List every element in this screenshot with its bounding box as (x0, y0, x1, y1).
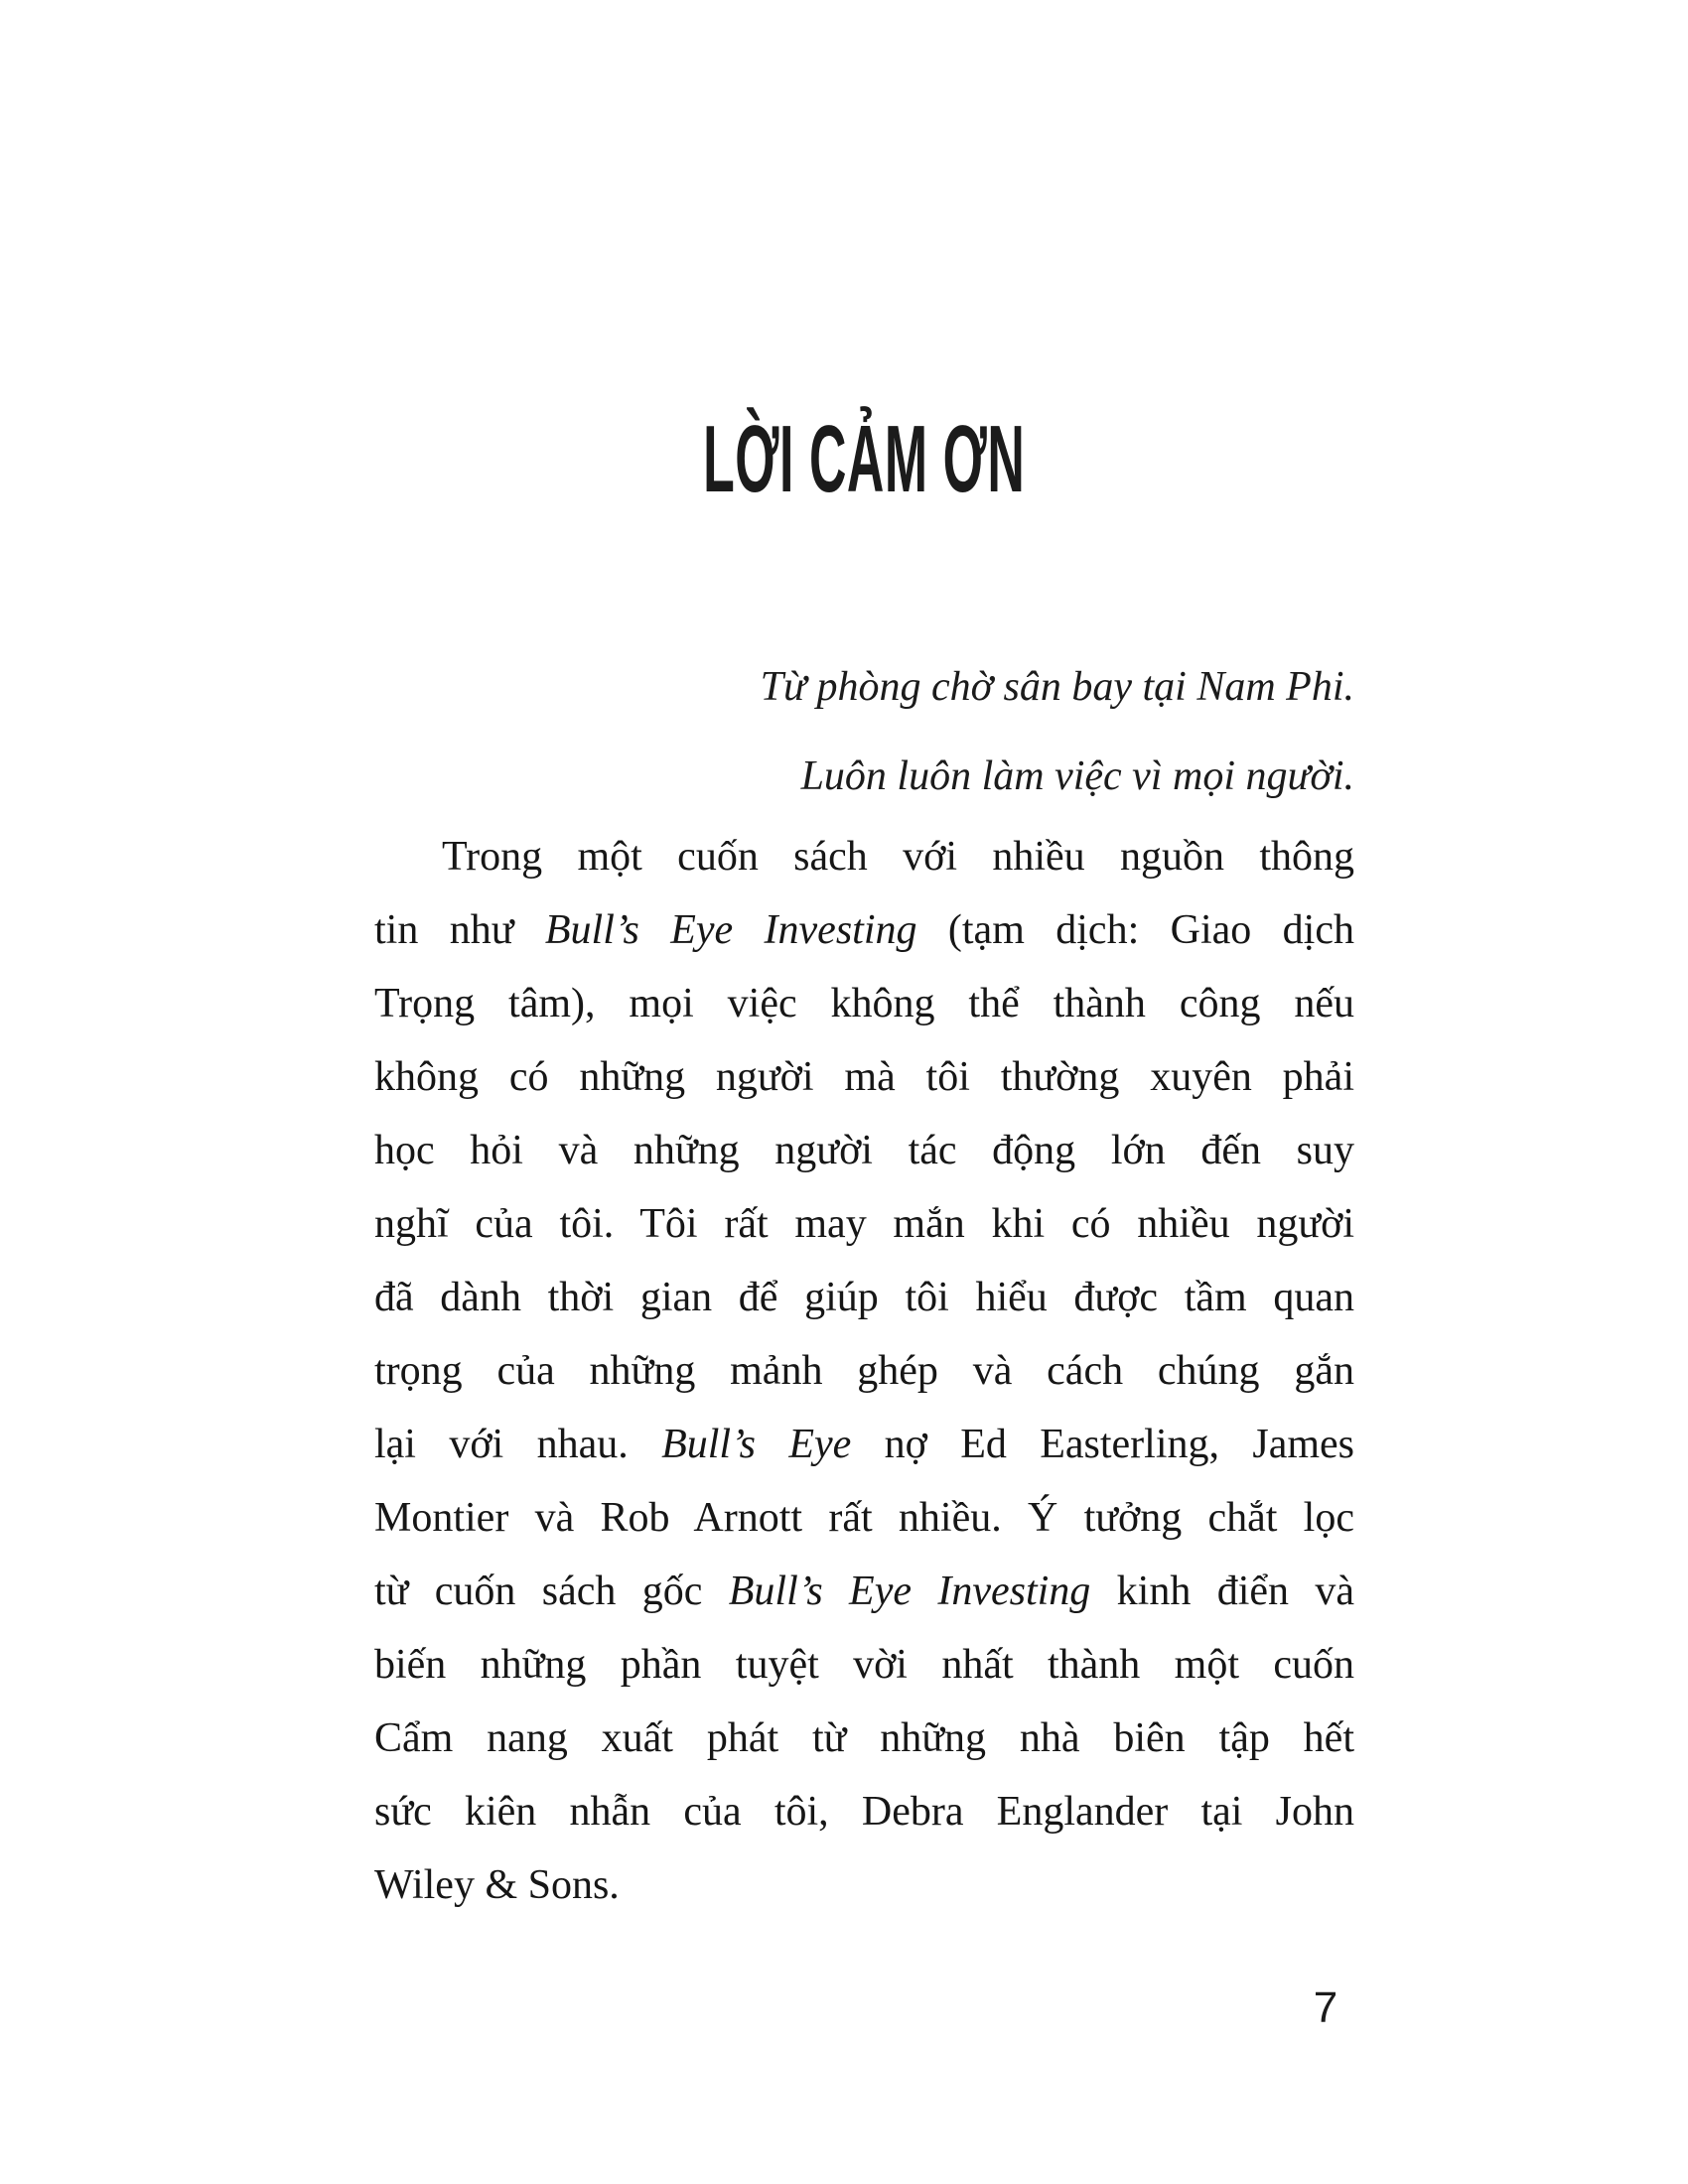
text-segment: nghĩ của tôi. Tôi rất may mắn khi có nhiều người (374, 1201, 1354, 1247)
body-line (374, 1555, 1354, 1628)
body-line (374, 1775, 1354, 1848)
body-line (374, 1628, 1354, 1702)
italic-text-segment: Bull’s Eye Investing (728, 1569, 1091, 1614)
body-line (374, 1261, 1354, 1334)
epigraph (374, 642, 1354, 821)
body-line (374, 820, 1354, 893)
text-segment: Trọng tâm), mọi việc không thể thành công nếu (374, 981, 1354, 1026)
epigraph-line: Luôn luôn làm việc vì mọi người. (800, 753, 1354, 799)
italic-text-segment: Bull’s Eye Investing (544, 907, 917, 953)
italic-text-segment: Bull’s Eye (661, 1422, 852, 1467)
text-segment: Trong một cuốn sách với nhiều nguồn thông (442, 834, 1354, 880)
text-segment: trọng của những mảnh ghép và cách chúng gắn (374, 1348, 1354, 1394)
body-line (374, 1408, 1354, 1481)
body-line (374, 1481, 1354, 1555)
body-line (374, 1334, 1354, 1408)
epigraph-line: Từ phòng chờ sân bay tại Nam Phi. (760, 664, 1354, 710)
body-line (374, 1040, 1354, 1114)
text-segment: không có những người mà tôi thường xuyên phải (374, 1054, 1354, 1100)
text-segment: kinh điển và (1090, 1569, 1355, 1614)
body-line (374, 1848, 1354, 1922)
text-segment: học hỏi và những người tác động lớn đến suy (374, 1128, 1354, 1173)
text-segment: Montier và Rob Arnott rất nhiều. Ý tưởng chắt lọc (374, 1495, 1354, 1541)
text-segment: biến những phần tuyệt vời nhất thành một cuốn (374, 1642, 1354, 1688)
body-line (374, 893, 1354, 967)
text-segment: lại với nhau. (374, 1422, 662, 1467)
text-segment: tin như (374, 907, 545, 953)
body-line (374, 1702, 1354, 1775)
text-segment: sức kiên nhẫn của tôi, Debra Englander tại John (374, 1789, 1354, 1835)
chapter-title-text: LỜI CẢM ƠN (703, 406, 1026, 512)
body-line (374, 1187, 1354, 1261)
text-segment: nợ Ed Easterling, James (851, 1422, 1355, 1467)
body-line (374, 1114, 1354, 1187)
text-segment: đã dành thời gian để giúp tôi hiểu được tầm quan (374, 1275, 1354, 1320)
text-segment: Wiley & Sons. (374, 1862, 620, 1908)
text-segment: từ cuốn sách gốc (374, 1569, 729, 1614)
page-number: 7 (1313, 1983, 1338, 2032)
body-line (374, 967, 1354, 1040)
chapter-title (374, 405, 1354, 542)
text-segment: Cẩm nang xuất phát từ những nhà biên tập hết (374, 1715, 1354, 1761)
text-segment: (tạm dịch: Giao dịch (916, 907, 1354, 953)
body-paragraph (374, 820, 1354, 1922)
